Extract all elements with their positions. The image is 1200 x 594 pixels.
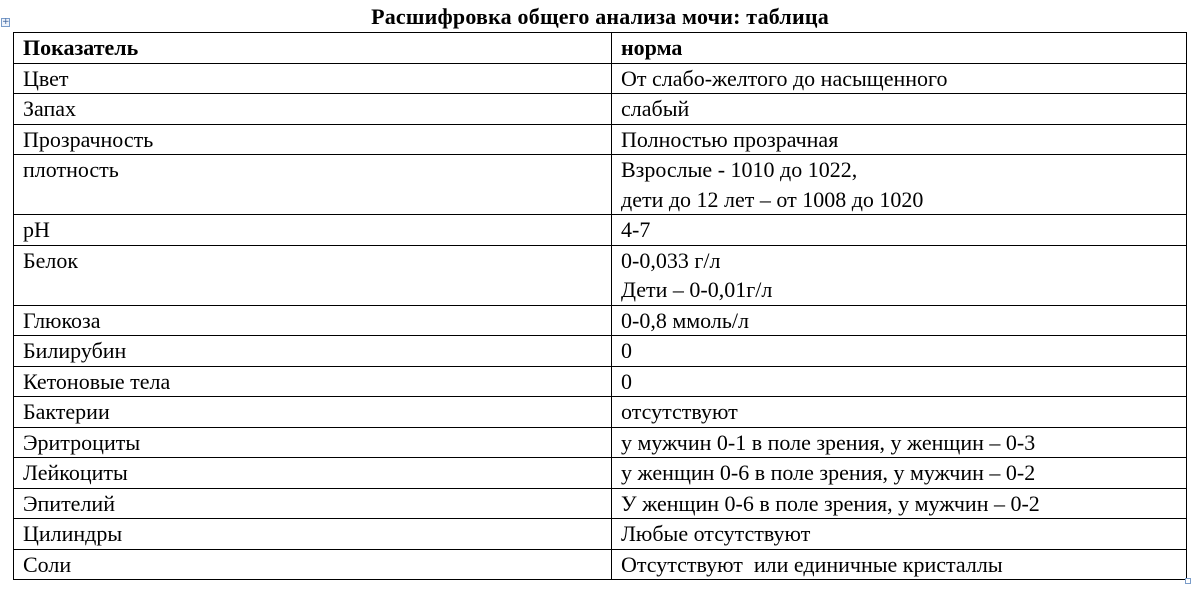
indicator-cell: Кетоновые тела bbox=[14, 366, 612, 397]
indicator-cell: Цвет bbox=[14, 63, 612, 94]
indicator-cell: Цилиндры bbox=[14, 519, 612, 550]
indicator-cell: Белок bbox=[14, 245, 612, 305]
norm-line: Отсутствуют или единичные кристаллы bbox=[621, 551, 1003, 577]
norm-cell bbox=[612, 63, 1187, 94]
table-row bbox=[14, 63, 1187, 94]
table-header-row bbox=[14, 33, 1187, 64]
norm-line: Дети – 0-0,01г/л bbox=[621, 277, 773, 302]
norm-cell bbox=[612, 94, 1187, 125]
indicator-cell: Бактерии bbox=[14, 397, 612, 428]
table-row bbox=[14, 124, 1187, 155]
norm-line: 0-0,033 г/л bbox=[621, 247, 721, 273]
table-row bbox=[14, 488, 1187, 519]
indicator-cell: pH bbox=[14, 215, 612, 246]
norm-cell bbox=[612, 124, 1187, 155]
table-row bbox=[14, 245, 1187, 305]
table-move-handle-icon[interactable]: + bbox=[2, 17, 10, 27]
norm-cell bbox=[612, 155, 1187, 215]
table-row bbox=[14, 336, 1187, 367]
norm-line: отсутствуют bbox=[621, 399, 738, 424]
urinalysis-table bbox=[13, 32, 1187, 580]
table-resize-handle-icon[interactable] bbox=[1185, 578, 1191, 584]
table-row bbox=[14, 305, 1187, 336]
norm-line: дети до 12 лет – от 1008 до 1020 bbox=[621, 186, 924, 212]
indicator-cell: Соли bbox=[14, 549, 612, 580]
header-norm: норма bbox=[612, 33, 1187, 64]
indicator-cell: Эритроциты bbox=[14, 427, 612, 458]
table-row bbox=[14, 366, 1187, 397]
norm-line: 0-0,8 ммоль/л bbox=[621, 307, 749, 333]
norm-cell bbox=[612, 458, 1187, 489]
table-row bbox=[14, 458, 1187, 489]
indicator-cell: плотность bbox=[14, 155, 612, 215]
norm-line: у женщин 0-6 в поле зрения, у мужчин – 0-2 bbox=[621, 460, 1036, 485]
table-row bbox=[14, 94, 1187, 125]
norm-line: слабый bbox=[621, 96, 690, 121]
table-row bbox=[14, 155, 1187, 215]
header-indicator: Показатель bbox=[14, 33, 612, 64]
norm-line: Полностью прозрачная bbox=[621, 126, 839, 152]
norm-cell bbox=[612, 488, 1187, 519]
norm-cell bbox=[612, 305, 1187, 336]
norm-cell bbox=[612, 549, 1187, 580]
indicator-cell: Запах bbox=[14, 94, 612, 125]
norm-line: 0 bbox=[621, 368, 632, 394]
norm-cell bbox=[612, 427, 1187, 458]
norm-cell bbox=[612, 397, 1187, 428]
indicator-cell: Лейкоциты bbox=[14, 458, 612, 489]
table-row bbox=[14, 549, 1187, 580]
indicator-cell: Прозрачность bbox=[14, 124, 612, 155]
norm-line: 4-7 bbox=[621, 217, 651, 242]
table-row bbox=[14, 519, 1187, 550]
norm-cell bbox=[612, 215, 1187, 246]
table-row bbox=[14, 215, 1187, 246]
indicator-cell: Эпителий bbox=[14, 488, 612, 519]
norm-cell bbox=[612, 336, 1187, 367]
norm-line: От слабо-желтого до насыщенного bbox=[621, 65, 948, 91]
norm-cell bbox=[612, 366, 1187, 397]
table-row bbox=[14, 427, 1187, 458]
indicator-cell: Глюкоза bbox=[14, 305, 612, 336]
table-row bbox=[14, 397, 1187, 428]
norm-line: 0 bbox=[621, 338, 632, 363]
document-title: Расшифровка общего анализа мочи: таблица bbox=[371, 4, 829, 29]
norm-line: у мужчин 0-1 в поле зрения, у женщин – 0-3 bbox=[621, 429, 1036, 455]
norm-line: Любые отсутствуют bbox=[621, 521, 811, 546]
norm-line: У женщин 0-6 в поле зрения, у мужчин – 0-2 bbox=[621, 490, 1040, 516]
norm-cell bbox=[612, 519, 1187, 550]
norm-cell bbox=[612, 245, 1187, 305]
norm-line: Взрослые - 1010 до 1022, bbox=[621, 157, 858, 182]
indicator-cell: Билирубин bbox=[14, 336, 612, 367]
